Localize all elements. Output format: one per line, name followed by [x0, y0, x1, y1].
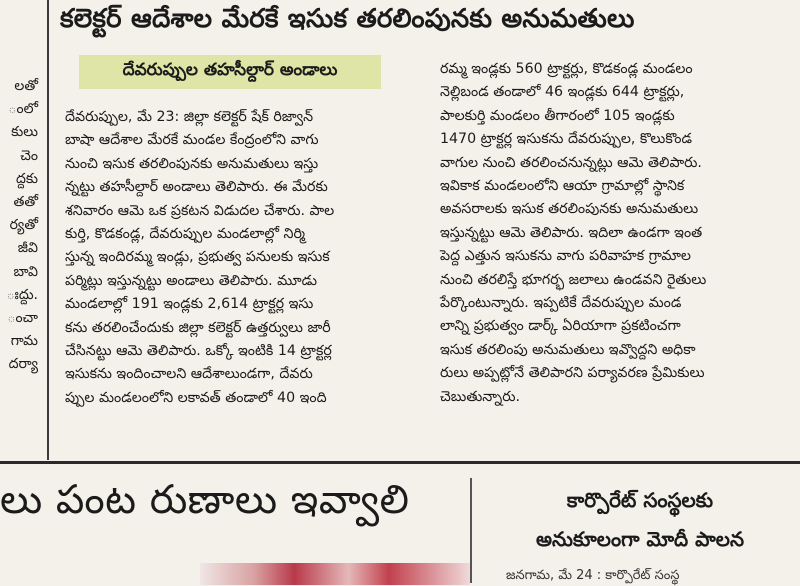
article-line: న్నట్టు తహసీల్దార్ అండాలు తెలిపారు. ఈ మేరకు [65, 179, 328, 196]
article-line: చెబుతున్నారు. [440, 388, 521, 405]
article-line: దేవరుప్పుల, మే 23: జిల్లా కలెక్టర్ షేక్ రిజ్వాన్ [65, 109, 314, 125]
article-line: పాలకుర్తి మండలం తీగారంలో 105 ఇండ్లకు [440, 107, 675, 124]
left-clipped-column [0, 75, 40, 377]
left-line: ఃద్దు. [6, 286, 38, 303]
section-divider [0, 461, 800, 464]
article-line: నెల్లిబండ తండాలో 46 ఇండ్లకు 644 ట్రాక్టర్లు, [440, 84, 685, 101]
article-line: వాగుల నుంచి తరలించనున్నట్లు ఆమె తెలిపారు. [440, 154, 702, 171]
left-line: లతో [14, 78, 38, 94]
article-line: పర్మిట్లు ఇస్తున్నట్టు అండాలు తెలిపారు. మూడు [65, 272, 318, 289]
left-line: ంలో [8, 101, 38, 118]
article-line: ప్పుల మండలంలోని లకావత్ తండాలో 40 ఇంది [65, 389, 327, 406]
article-line: కను తరలించేందుకు జిల్లా కలెక్టర్ ఉత్తర్వులు జారీ [65, 319, 331, 336]
article-line: అవసరాలకు ఇసుక తరలింపునకు అనుమతులు [440, 201, 699, 218]
column-divider [47, 0, 49, 460]
left-line: దర్యా [8, 356, 38, 373]
left-line: తతో [13, 194, 38, 211]
left-line: కులు [11, 124, 38, 141]
left-line: చెం [20, 147, 38, 164]
left-line: గామ [10, 333, 38, 350]
article-line: ఇస్తున్నట్టు ఆమె తెలిపారు. ఇదిలా ఉండగా ఇంత [440, 224, 703, 241]
article-line: రమ్మ ఇండ్లకు 560 ట్రాక్టర్లు, కొడకండ్ల మండలం [440, 61, 693, 77]
article-line: రులు అప్పట్లోనే తెలిపారని పర్యావరణ ప్రేమికులు [440, 365, 705, 382]
left-line: బావి [13, 263, 38, 280]
article-line: స్తున్న ఇందిరమ్మ ఇండ్లు, ప్రభుత్వ పనులకు ఇసుక [65, 249, 330, 266]
article-line: శనివారం ఆమె ఒక ప్రకటన విడుదల చేశారు. పాల [65, 202, 335, 219]
corporate-body-text: జనగామ, మే 24 : కార్పొరేట్ సంస్థ [506, 568, 680, 583]
left-line: ద్దకు [15, 170, 38, 187]
article-line: నుంచి ఇసుక తరలింపునకు అనుమతులు ఇస్తు [65, 155, 319, 172]
left-line: ర్యతో [9, 217, 38, 234]
article-line: కుర్తి, కొడకండ్ల, దేవరుప్పుల మండలాల్లో నిర్మి [65, 226, 306, 243]
article-column-2 [440, 58, 796, 409]
article-line: బాషా ఆదేశాల మేరకే మండల కేంద్రంలోని వాగు [65, 132, 319, 149]
article-line: పేర్కొంటున్నారు. ఇప్పటికే దేవరుప్పుల మండ [440, 295, 682, 312]
article-subheadline: దేవరుప్పుల తహసీల్దార్ అండాలు [122, 60, 338, 80]
article-line: ఇసుకను ఇందించాలని ఆదేశాలుండగా, దేవరు [65, 366, 313, 383]
left-line: జీవి [17, 240, 38, 257]
article-subheadline-box [79, 55, 381, 89]
article-line: లాన్ని ప్రభుత్వం డార్క్ ఏరియాగా ప్రకటించగా [440, 318, 681, 335]
article-line: చేసినట్టు ఆమె తెలిపారు. ఒక్కో ఇంటికి 14 ట్రాక్టర్ల [65, 343, 332, 360]
article-line: 1470 ట్రాక్టర్ల ఇసుకను దేవరుప్పుల, కొలుకొండ [440, 131, 692, 148]
article-headline: కలెక్టర్ ఆదేశాల మేరకే ఇసుక తరలింపునకు అనుమతులు [60, 4, 635, 34]
bottom-left-headline: లు పంట రుణాలు ఇవ్వాలి [0, 477, 410, 523]
article-column-1 [65, 106, 415, 410]
article-line: నుంచి తరలిస్తే భూగర్భ జలాలు ఉండవని రైతులు [440, 271, 707, 288]
article-line: మండలాల్లో 191 ఇండ్లకు 2,614 ట్రాక్టర్ల ఇసు [65, 296, 314, 313]
corporate-headline-line2: అనుకూలంగా మోదీ పాలన [536, 527, 744, 551]
bottom-column-divider [470, 478, 472, 583]
article-line: ఇవికాక మండలంలోని ఆయా గ్రామాల్లో స్థానిక [440, 178, 685, 195]
article-line: పెద్ద ఎత్తున ఇసుకను వాగు పరివాహక గ్రామాల [440, 248, 691, 265]
article-line: ఇసుక తరలింపు అనుమతులు ఇవ్వొద్దని అధికా [440, 341, 696, 358]
news-photo [200, 563, 470, 585]
left-line: ంచా [7, 310, 38, 327]
corporate-headline-line1: కార్పొరేట్ సంస్థలకు [566, 488, 714, 512]
